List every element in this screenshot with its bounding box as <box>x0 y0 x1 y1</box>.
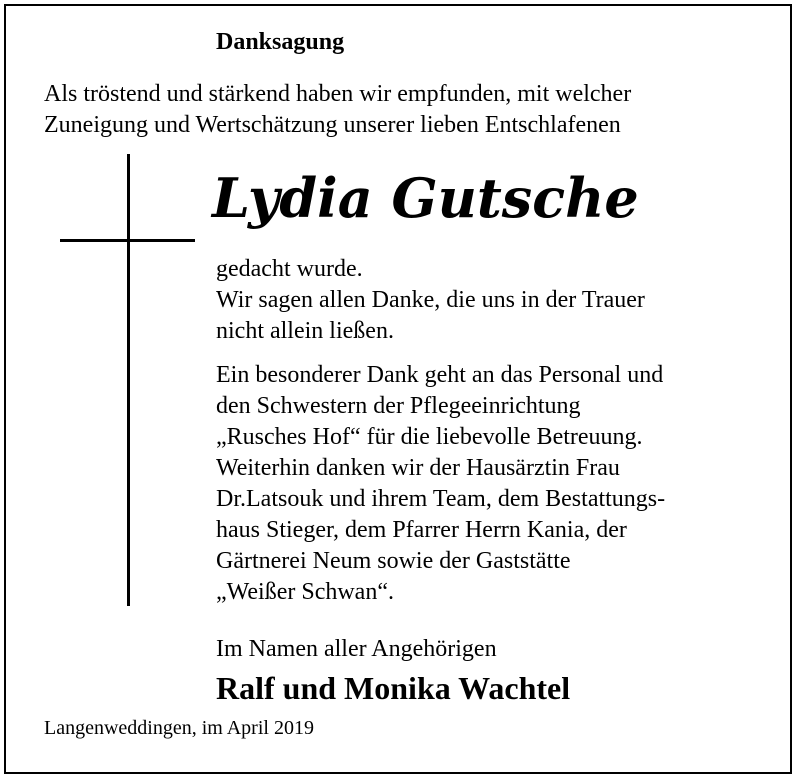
signoff-line: Im Namen aller Angehörigen <box>216 636 497 662</box>
cross-vertical-bar <box>127 154 130 606</box>
paragraph2-line-1: Ein besonderer Dank geht an das Personal und <box>216 362 664 388</box>
notice-heading: Danksagung <box>216 29 345 55</box>
paragraph2-line-6: haus Stieger, dem Pfarrer Herrn Kania, der <box>216 517 627 543</box>
paragraph2-line-8: „Weißer Schwan“. <box>216 579 394 605</box>
paragraph1-line-3: nicht allein ließen. <box>216 318 394 344</box>
place-date: Langenweddingen, im April 2019 <box>44 717 314 739</box>
cross-horizontal-bar <box>60 239 195 242</box>
signers-names: Ralf und Monika Wachtel <box>216 670 571 706</box>
paragraph2-line-5: Dr.Latsouk und ihrem Team, dem Bestattungs- <box>216 486 666 512</box>
paragraph2-line-7: Gärtnerei Neum sowie der Gaststätte <box>216 548 571 574</box>
paragraph2-line-2: den Schwestern der Pflegeeinrichtung <box>216 393 581 419</box>
paragraph1-line-2: Wir sagen allen Danke, die uns in der Trauer <box>216 287 645 313</box>
paragraph2-line-4: Weiterhin danken wir der Hausärztin Frau <box>216 455 620 481</box>
intro-line-2: Zuneigung und Wertschätzung unserer lieben Entschlafenen <box>44 112 621 138</box>
paragraph2-line-3: „Rusches Hof“ für die liebevolle Betreuung. <box>216 424 643 450</box>
deceased-name: Lydia Gutsche <box>212 166 639 230</box>
intro-line-1: Als tröstend und stärkend haben wir empfunden, mit welcher <box>44 81 632 107</box>
paragraph1-line-1: gedacht wurde. <box>216 256 363 282</box>
